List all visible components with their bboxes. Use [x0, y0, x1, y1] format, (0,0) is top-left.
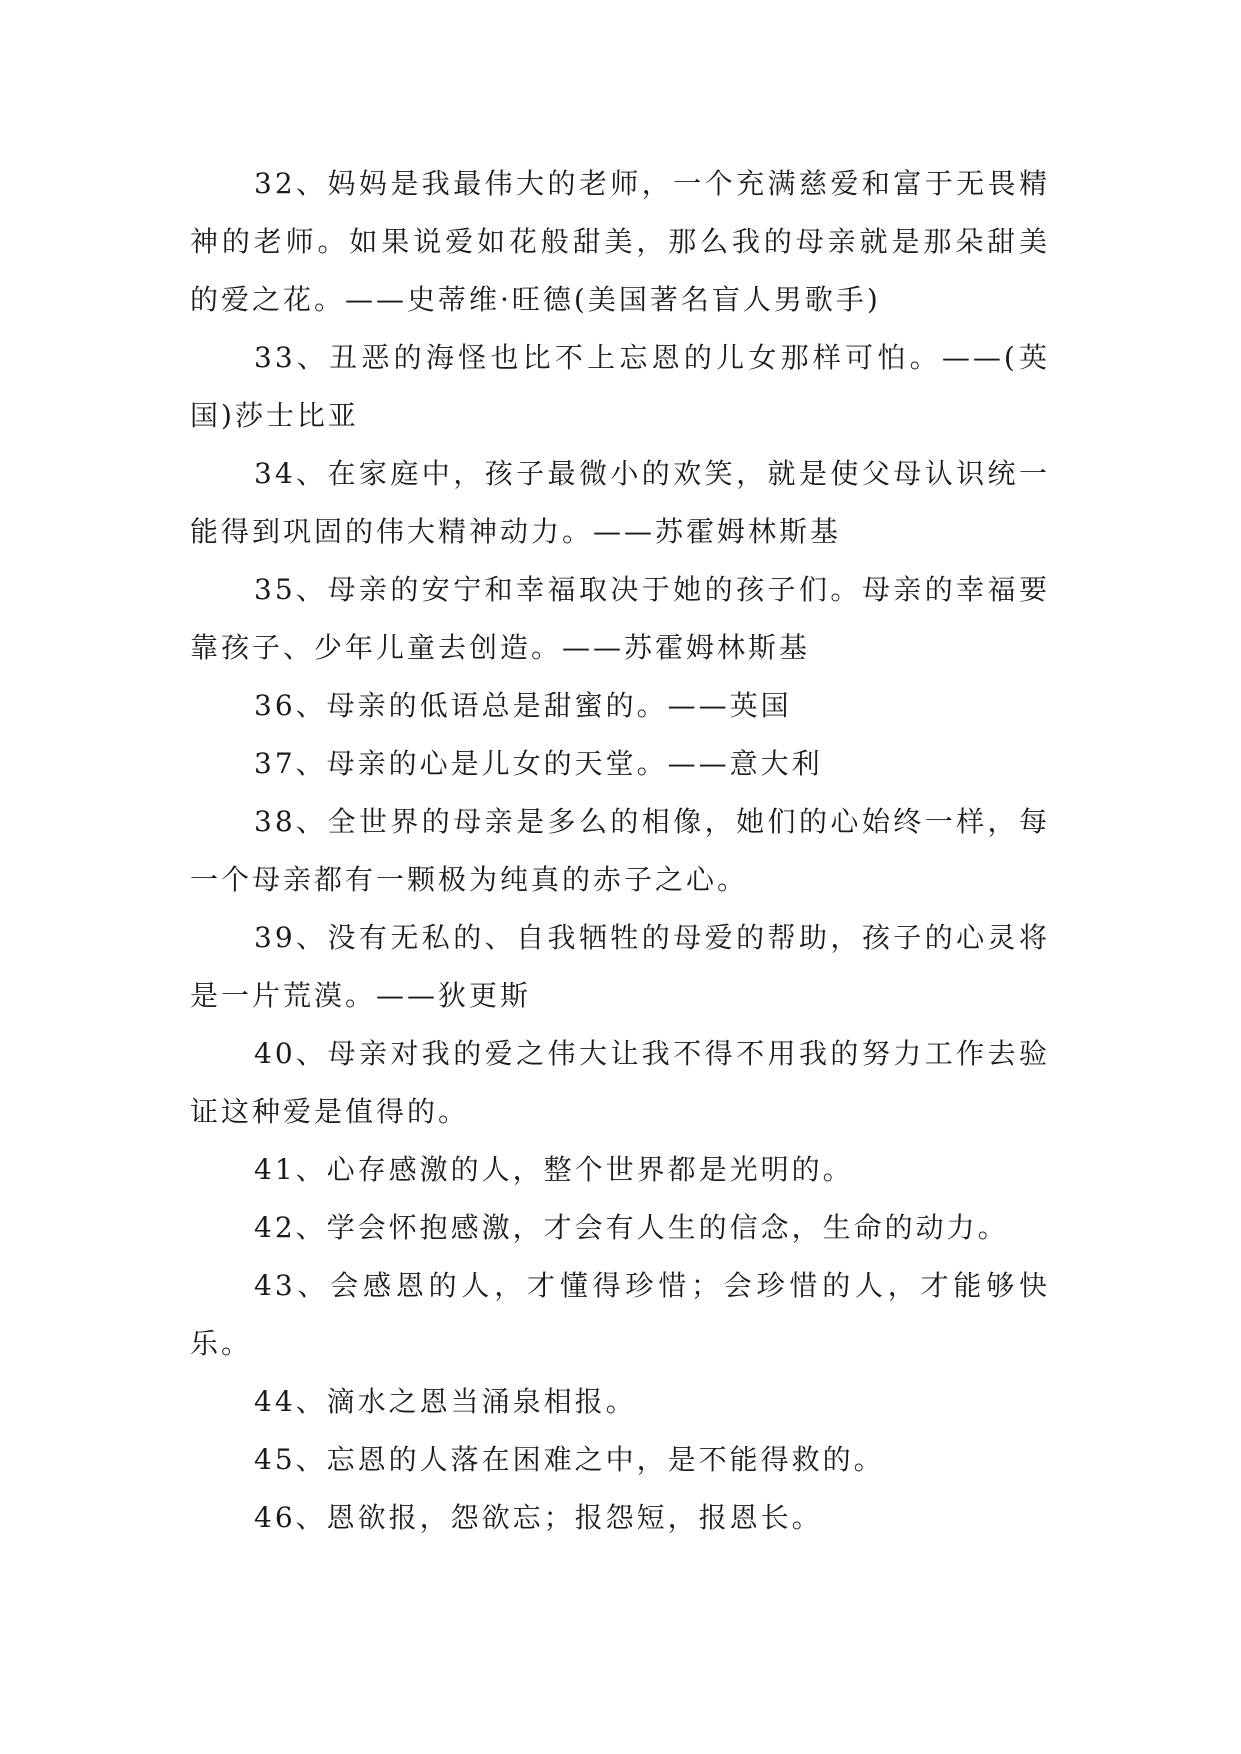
quote-paragraph: 44、滴水之恩当涌泉相报。 — [254, 1385, 637, 1418]
quote-paragraph: 35、母亲的安宁和幸福取决于她的孩子们。母亲的幸福要靠孩子、少年儿童去创造。——苏霍姆林斯基 — [190, 573, 1050, 664]
quote-paragraph: 45、忘恩的人落在困难之中，是不能得救的。 — [254, 1443, 885, 1476]
quote-paragraph: 38、全世界的母亲是多么的相像，她们的心始终一样，每一个母亲都有一颗极为纯真的赤子之心。 — [190, 805, 1050, 896]
quote-paragraph: 32、妈妈是我最伟大的老师，一个充满慈爱和富于无畏精神的老师。如果说爱如花般甜美，那么我的母亲就是那朵甜美的爱之花。——史蒂维·旺德(美国著名盲人男歌手) — [190, 167, 1050, 316]
document-page — [190, 155, 1050, 1547]
quote-paragraph: 43、会感恩的人，才懂得珍惜；会珍惜的人，才能够快乐。 — [190, 1269, 1050, 1360]
quote-paragraph: 46、恩欲报，怨欲忘；报怨短，报恩长。 — [254, 1501, 823, 1534]
quote-paragraph: 41、心存感激的人，整个世界都是光明的。 — [254, 1153, 854, 1186]
quote-paragraph: 42、学会怀抱感激，才会有人生的信念，生命的动力。 — [254, 1211, 1009, 1244]
quote-paragraph: 40、母亲对我的爱之伟大让我不得不用我的努力工作去验证这种爱是值得的。 — [190, 1037, 1050, 1128]
quote-paragraph: 39、没有无私的、自我牺牲的母爱的帮助，孩子的心灵将是一片荒漠。——狄更斯 — [190, 921, 1050, 1012]
quote-paragraph: 37、母亲的心是儿女的天堂。——意大利 — [254, 747, 823, 780]
quote-paragraph: 33、丑恶的海怪也比不上忘恩的儿女那样可怕。——(英国)莎士比亚 — [190, 341, 1050, 432]
quote-paragraph: 34、在家庭中，孩子最微小的欢笑，就是使父母认识统一能得到巩固的伟大精神动力。——苏霍姆林斯基 — [190, 457, 1050, 548]
quote-paragraph: 36、母亲的低语总是甜蜜的。——英国 — [254, 689, 792, 722]
